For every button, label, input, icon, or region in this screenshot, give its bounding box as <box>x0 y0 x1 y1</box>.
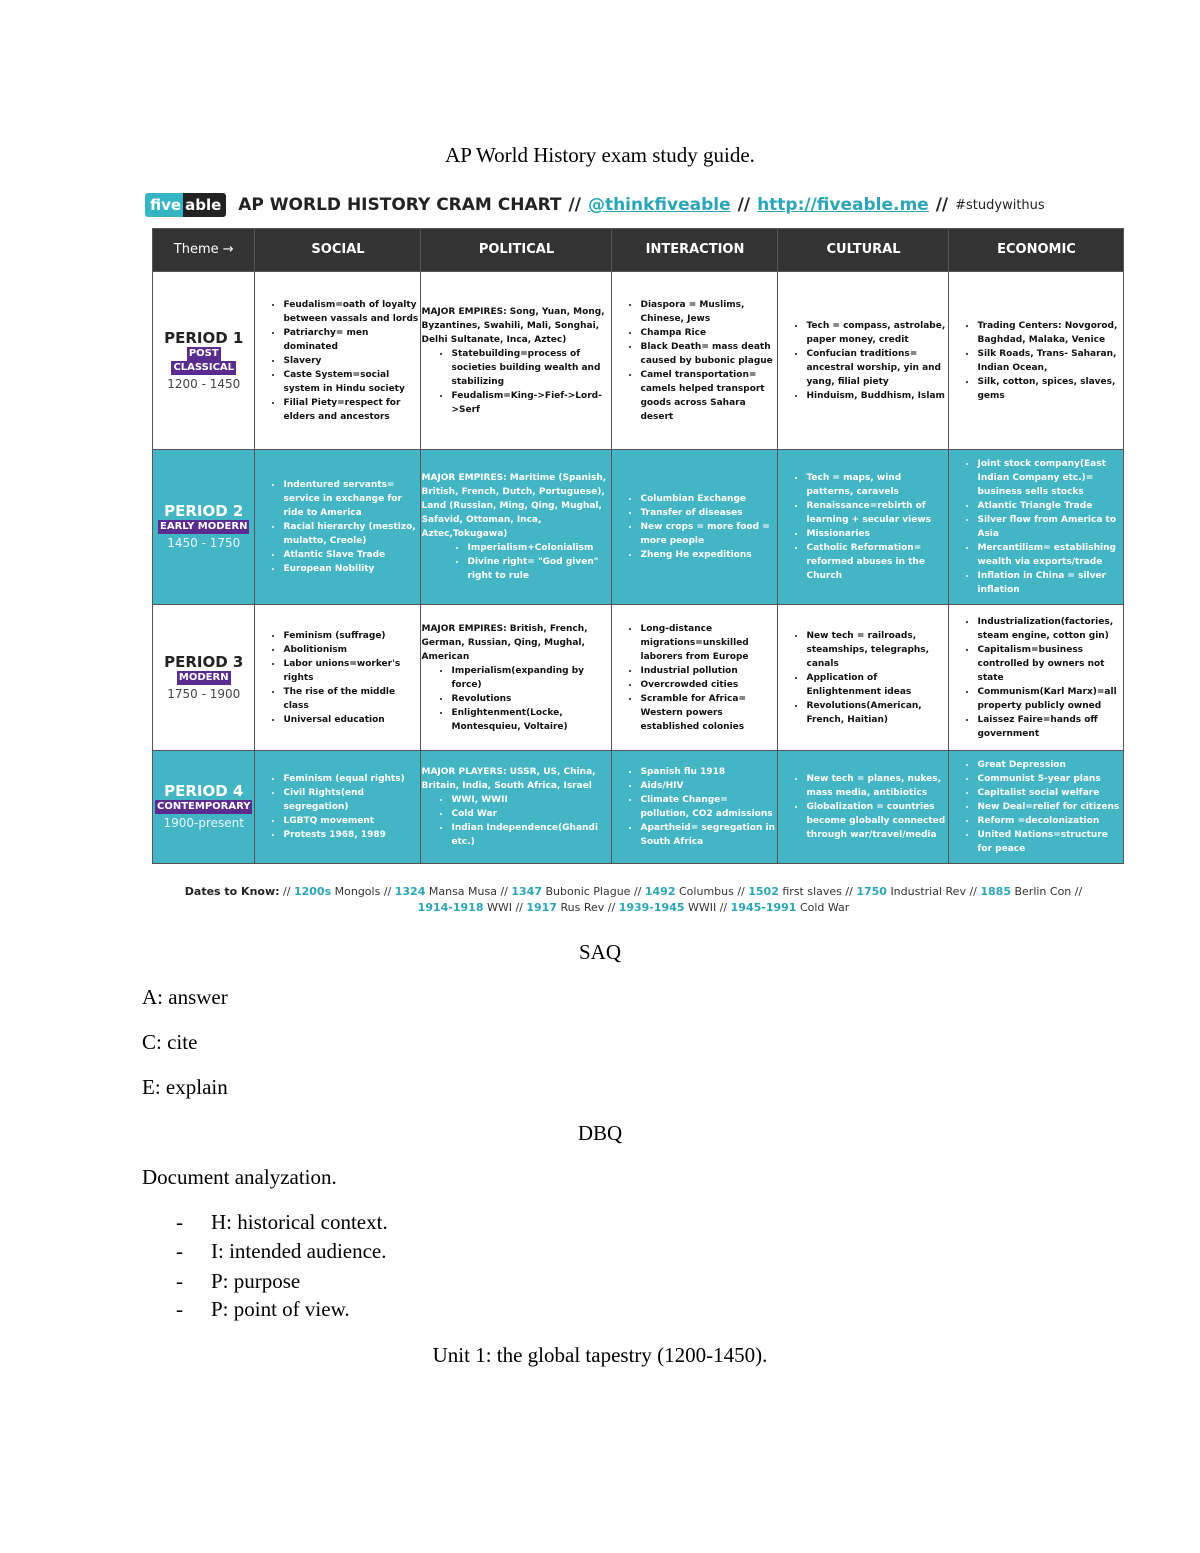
dash-bullet: - <box>176 1297 183 1321</box>
dates-label: Dates to Know: <box>184 885 280 898</box>
date-event: Rus Rev <box>560 901 605 914</box>
major-players-text: MAJOR PLAYERS: USSR, US, China, Britain, India, South Africa, Israel <box>421 767 596 791</box>
list-item: • Caste System=social system in Hindu society <box>283 368 418 396</box>
date-year: 1502 <box>748 885 779 898</box>
date-event: Mansa Musa <box>428 885 497 898</box>
list-item: • Spanish flu 1918 <box>640 765 775 779</box>
list-item: • Protests 1968, 1989 <box>283 828 418 842</box>
dbq-item-text: H: historical context. <box>211 1210 388 1234</box>
table-row-period-4 <box>153 751 1124 864</box>
list-item: • Renaissance=rebirth of learning + secular views <box>806 499 946 527</box>
list-item: • Indian Independence(Ghandi etc.) <box>451 821 609 849</box>
separator: // <box>568 195 581 215</box>
list-item: • Capitalist social welfare <box>977 786 1121 800</box>
list-item: • Globalization = countries become globally connected through war/travel/media <box>806 800 946 842</box>
list-item: • United Nations=structure for peace <box>977 828 1121 856</box>
table-row-period-1 <box>153 272 1124 450</box>
list-item: • Black Death= mass death caused by bubonic plague <box>640 340 775 368</box>
list-item: • WWI, WWII <box>451 793 609 807</box>
cultural-cell <box>778 751 949 864</box>
table-row-period-3 <box>153 605 1124 751</box>
major-empires-text: MAJOR EMPIRES: Maritime (Spanish, British, French, Dutch, Portuguese), Land (Russian, Ming, Qing, Mughal, Safavid, Ottoman, Inca, Aztec,Tokugawa) <box>421 473 607 539</box>
dash-bullet: - <box>176 1269 183 1293</box>
header-cultural: CULTURAL <box>778 229 949 272</box>
major-empires-text: MAJOR EMPIRES: British, French, German, Russian, Qing, Mughal, American <box>421 623 588 662</box>
list-item: • Communist 5-year plans <box>977 772 1121 786</box>
date-event: Berlin Con <box>1014 885 1072 898</box>
chart-header <box>145 190 1115 220</box>
date-year: 1324 <box>394 885 426 898</box>
period-name: PERIOD 4 <box>164 782 244 800</box>
date-event: Mongols <box>334 885 381 898</box>
list-item: • Reform =decolonization <box>977 814 1121 828</box>
list-item: • Tech = maps, wind patterns, caravels <box>806 471 946 499</box>
social-cell <box>255 605 421 751</box>
logo-part-able: able <box>183 193 226 217</box>
list-item: • Divine right= "God given" right to rule <box>467 555 609 583</box>
list-item: • Industrial pollution <box>640 664 775 678</box>
date-event: Cold War <box>799 901 850 914</box>
list-item: • Application of Enlightenment ideas <box>806 671 946 699</box>
date-year: 1914-1918 <box>417 901 484 914</box>
dates-to-know <box>152 884 1115 916</box>
handle-link[interactable]: @thinkfiveable <box>587 195 731 215</box>
list-item: • Enlightenment(Locke, Montesquieu, Voltaire) <box>451 706 609 734</box>
political-cell <box>421 450 612 605</box>
date-event: Industrial Rev <box>890 885 966 898</box>
list-item: • Camel transportation= camels helped transport goods across Sahara desert <box>640 368 775 424</box>
dbq-item <box>176 1269 300 1294</box>
period-years: 1750 - 1900 <box>167 686 241 701</box>
list-item: • New tech = railroads, steamships, telegraphs, canals <box>806 629 946 671</box>
list-item: • Silver flow from America to Asia <box>977 513 1121 541</box>
list-item: • Long-distance migrations=unskilled laborers from Europe <box>640 622 775 664</box>
saq-answer: A: answer <box>142 985 228 1009</box>
list-item: • LGBTQ movement <box>283 814 418 828</box>
list-item: • Scramble for Africa= Western powers established colonies <box>640 692 775 734</box>
cram-chart-table <box>152 228 1124 864</box>
list-item: • Industrialization(factories, steam engine, cotton gin) <box>977 615 1121 643</box>
period-badge: CLASSICAL <box>173 361 235 373</box>
list-item: • Abolitionism <box>283 643 418 657</box>
list-item: • Columbian Exchange <box>640 492 775 506</box>
date-year: 1200s <box>293 885 332 898</box>
header-political: POLITICAL <box>421 229 612 272</box>
date-year: 1917 <box>526 901 557 914</box>
header-theme: Theme → <box>153 229 255 272</box>
list-item: • Tech = compass, astrolabe, paper money, credit <box>806 319 946 347</box>
list-item: • New Deal=relief for citizens <box>977 800 1121 814</box>
dbq-item-text: P: point of view. <box>211 1297 350 1321</box>
period-cell <box>153 751 255 864</box>
saq-explain: E: explain <box>142 1075 228 1099</box>
list-item: • Feudalism=oath of loyalty between vassals and lords <box>283 298 418 326</box>
interaction-cell <box>612 605 778 751</box>
dash-bullet: - <box>176 1210 183 1234</box>
chart-title: AP WORLD HISTORY CRAM CHART <box>238 195 562 215</box>
dbq-heading: DBQ <box>577 1121 623 1145</box>
dbq-item-text: I: intended audience. <box>211 1239 387 1263</box>
list-item: • New crops = more food = more people <box>640 520 775 548</box>
header-economic: ECONOMIC <box>949 229 1124 272</box>
list-item: • Filial Piety=respect for elders and ancestors <box>283 396 418 424</box>
interaction-cell <box>612 751 778 864</box>
social-cell <box>255 272 421 450</box>
saq-heading: SAQ <box>578 940 621 964</box>
unit-heading: Unit 1: the global tapestry (1200-1450). <box>432 1343 768 1367</box>
list-item: • Catholic Reformation= reformed abuses in the Church <box>806 541 946 583</box>
list-item: • Labor unions=worker's rights <box>283 657 418 685</box>
date-event: Columbus <box>679 885 734 898</box>
list-item: • Confucian traditions= ancestral worship, yin and yang, filial piety <box>806 347 946 389</box>
hashtag: #studywithus <box>955 197 1045 213</box>
list-item: • Mercantilism= establishing wealth via exports/trade <box>977 541 1121 569</box>
date-year: 1750 <box>856 885 887 898</box>
separator: // <box>737 195 751 215</box>
cultural-cell <box>778 450 949 605</box>
major-empires-text: MAJOR EMPIRES: Song, Yuan, Mong, Byzantines, Swahili, Mali, Songhai, Delhi Sultanate, Inca, Aztec) <box>421 306 605 345</box>
dbq-item <box>176 1239 387 1264</box>
list-item: • Capitalism=business controlled by owners not state <box>977 643 1121 685</box>
list-item: • Champa Rice <box>640 326 775 340</box>
list-item: • Silk, cotton, spices, slaves, gems <box>977 375 1121 403</box>
economic-cell <box>949 450 1124 605</box>
list-item: • Cold War <box>451 807 609 821</box>
list-item: • Missionaries <box>806 527 946 541</box>
list-item: • Great Depression <box>977 758 1121 772</box>
period-badge: CONTEMPORARY <box>157 801 251 812</box>
list-item: • Hinduism, Buddhism, Islam <box>806 389 946 403</box>
list-item: • Imperialism+Colonialism <box>467 541 609 555</box>
table-row-period-2 <box>153 450 1124 605</box>
list-item: • Imperialism(expanding by force) <box>451 664 609 692</box>
list-item: • Feudalism=King->Fief->Lord->Serf <box>451 389 609 417</box>
list-item: • Atlantic Slave Trade <box>283 548 418 562</box>
list-item: • Revolutions <box>451 692 609 706</box>
list-item: • Civil Rights(end segregation) <box>283 786 418 814</box>
list-item: • Joint stock company(East Indian Company etc.)= business sells stocks <box>977 457 1121 499</box>
economic-cell <box>949 272 1124 450</box>
period-years: 1450 - 1750 <box>167 536 241 550</box>
dbq-intro: Document analyzation. <box>142 1165 337 1189</box>
political-cell <box>421 272 612 450</box>
date-year: 1347 <box>511 885 542 898</box>
interaction-cell <box>612 450 778 605</box>
period-badge: MODERN <box>178 671 229 683</box>
date-year: 1945-1991 <box>730 901 797 914</box>
period-name: PERIOD 3 <box>164 652 244 671</box>
list-item: • The rise of the middle class <box>283 685 418 713</box>
list-item: • Transfer of diseases <box>640 506 775 520</box>
separator: // <box>935 195 949 215</box>
social-cell <box>255 751 421 864</box>
list-item: • Feminism (equal rights) <box>283 772 418 786</box>
header-interaction: INTERACTION <box>612 229 778 272</box>
list-item: • Statebuilding=process of societies building wealth and stabilizing <box>451 347 609 389</box>
list-item: • Zheng He expeditions <box>640 548 775 562</box>
period-years: 1900-present <box>163 816 244 830</box>
economic-cell <box>949 605 1124 751</box>
period-cell <box>153 450 255 605</box>
list-item: • Climate Change= pollution, CO2 admissions <box>640 793 775 821</box>
list-item: • Diaspora = Muslims, Chinese, Jews <box>640 298 775 326</box>
list-item: • Indentured servants= service in exchange for ride to America <box>283 478 418 520</box>
political-cell <box>421 605 612 751</box>
list-item: • Overcrowded cities <box>640 678 775 692</box>
economic-cell <box>949 751 1124 864</box>
document-title: AP World History exam study guide. <box>445 143 755 167</box>
dates-line-2: 1914-1918 WWI // 1917 Rus Rev // 1939-1945 WWII // 1945-1991 Cold War <box>417 901 850 914</box>
list-item: • Laissez Faire=hands off government <box>977 713 1121 741</box>
date-event: Bubonic Plague <box>545 885 631 898</box>
table-header-row <box>153 229 1124 272</box>
cultural-cell <box>778 605 949 751</box>
list-item: • Trading Centers: Novgorod, Baghdad, Malaka, Venice <box>977 319 1121 347</box>
list-item: • Apartheid= segregation in South Africa <box>640 821 775 849</box>
dbq-item <box>176 1297 350 1322</box>
list-item: • New tech = planes, nukes, mass media, antibiotics <box>806 772 946 800</box>
period-badge: POST <box>188 347 219 359</box>
list-item: • Slavery <box>283 354 418 368</box>
fiveable-logo <box>145 193 226 217</box>
list-item: • Feminism (suffrage) <box>283 629 418 643</box>
date-event: first slaves <box>782 885 842 898</box>
dash-bullet: - <box>176 1239 183 1263</box>
dates-line-1: Dates to Know: // 1200s Mongols // 1324 Mansa Musa // 1347 Bubonic Plague // 1492 Columbus // 1502 first slaves // 1750 Industrial Rev // 1885 Berlin Con // <box>184 885 1083 898</box>
date-year: 1939-1945 <box>618 901 685 914</box>
social-cell <box>255 450 421 605</box>
date-event: WWII <box>687 901 717 914</box>
list-item: • European Nobility <box>283 562 418 576</box>
period-badge: EARLY MODERN <box>160 521 248 532</box>
cultural-cell <box>778 272 949 450</box>
period-name: PERIOD 2 <box>164 502 244 520</box>
header-social: SOCIAL <box>255 229 421 272</box>
url-link[interactable]: http://fiveable.me <box>757 195 929 215</box>
list-item: • Communism(Karl Marx)=all property publicly owned <box>977 685 1121 713</box>
period-name: PERIOD 1 <box>164 328 244 347</box>
interaction-cell <box>612 272 778 450</box>
list-item: • Racial hierarchy (mestizo, mulatto, Creole) <box>283 520 418 548</box>
dbq-item <box>176 1210 388 1235</box>
list-item: • Aids/HIV <box>640 779 775 793</box>
period-cell <box>153 272 255 450</box>
date-year: 1885 <box>980 885 1011 898</box>
date-year: 1492 <box>644 885 676 898</box>
period-cell <box>153 605 255 751</box>
list-item: • Universal education <box>283 713 418 727</box>
date-event: WWI <box>486 901 512 914</box>
period-years: 1200 - 1450 <box>167 376 241 391</box>
logo-part-five: five <box>145 193 183 217</box>
saq-cite: C: cite <box>142 1030 198 1054</box>
political-cell <box>421 751 612 864</box>
list-item: • Revolutions(American, French, Haitian) <box>806 699 946 727</box>
dbq-item-text: P: purpose <box>211 1269 301 1293</box>
list-item: • Silk Roads, Trans- Saharan, Indian Ocean, <box>977 347 1121 375</box>
list-item: • Atlantic Triangle Trade <box>977 499 1121 513</box>
list-item: • Patriarchy= men dominated <box>283 326 418 354</box>
list-item: • Inflation in China = silver inflation <box>977 569 1121 597</box>
